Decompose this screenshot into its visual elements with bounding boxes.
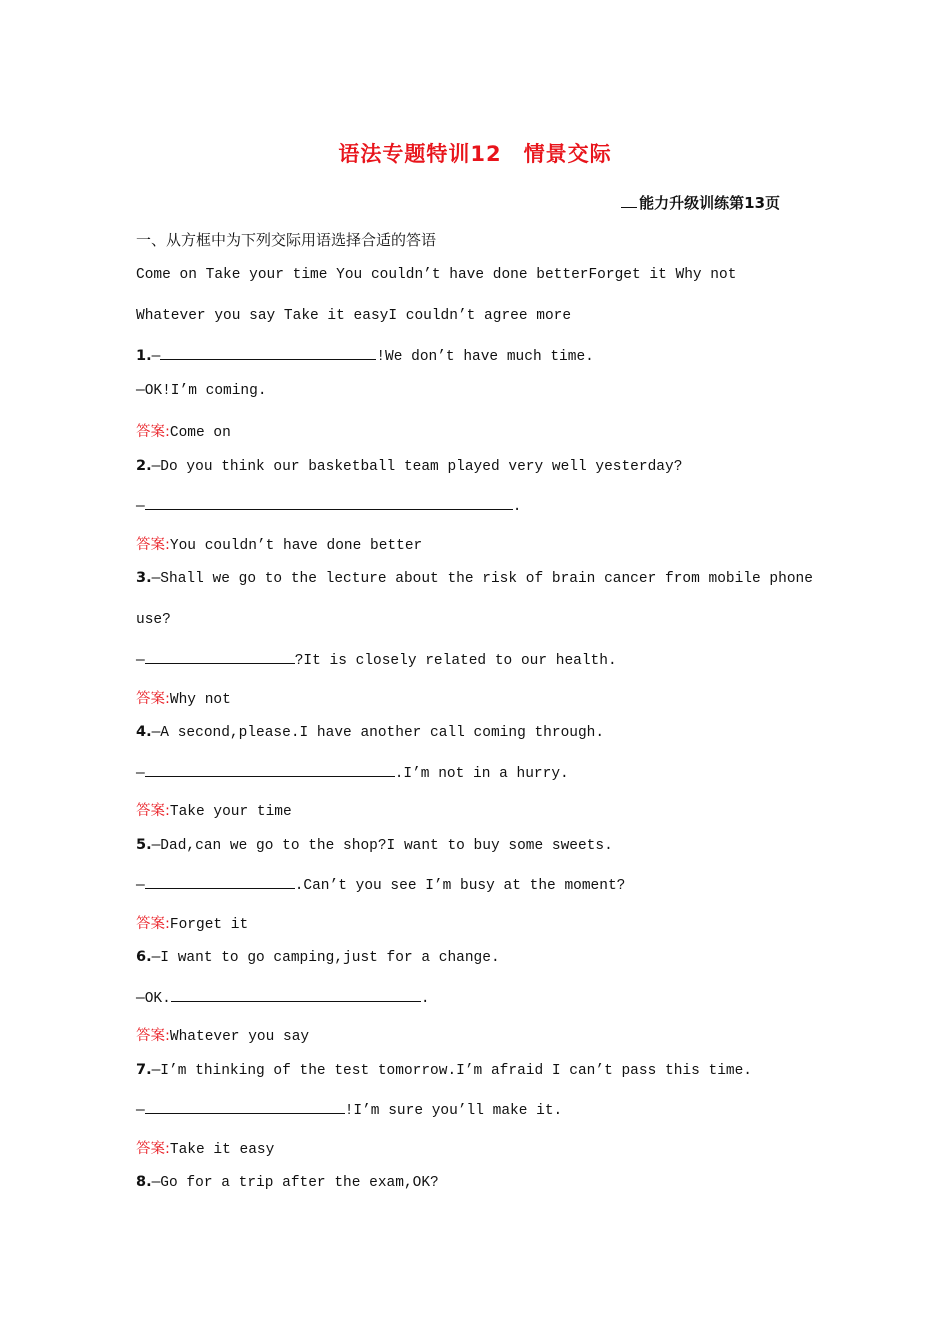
question-number: 1. — [136, 348, 152, 364]
reply-text: — — [136, 766, 145, 782]
question-text: —Go for a trip after the exam,OK? — [151, 1175, 439, 1191]
question-7 — [136, 1062, 752, 1079]
question-text: !We don’t have much time. — [376, 349, 594, 365]
answer-blank[interactable] — [171, 987, 421, 1002]
answer-6 — [136, 1024, 309, 1045]
reply-text: —OK. — [136, 991, 171, 1007]
answer-blank[interactable] — [145, 649, 295, 664]
answer-1 — [136, 420, 231, 441]
reference-note — [621, 192, 780, 213]
reply-text: — — [136, 653, 145, 669]
reply-7 — [136, 1099, 562, 1119]
reply-3 — [136, 649, 617, 669]
question-number: 2. — [136, 458, 152, 474]
answer-blank[interactable] — [160, 345, 376, 360]
answer-label: 答案: — [136, 537, 170, 553]
question-8 — [136, 1174, 439, 1191]
reply-4 — [136, 762, 569, 782]
options-line-1: Come on Take your time You couldn’t have done betterForget it Why not — [136, 267, 737, 283]
reference-blank — [621, 193, 637, 208]
question-number: 8. — [136, 1174, 152, 1190]
question-1 — [136, 345, 594, 365]
question-text: — — [151, 349, 161, 365]
reply-text: . — [420, 991, 430, 1007]
question-number: 4. — [136, 724, 152, 740]
question-3 — [136, 570, 813, 587]
answer-text: Forget it — [169, 917, 249, 933]
reply-text: — — [136, 878, 145, 894]
reply-text: !I’m sure you’ll make it. — [344, 1103, 563, 1119]
question-number: 3. — [136, 570, 152, 586]
reply-6 — [136, 987, 430, 1007]
reply-2 — [136, 495, 521, 515]
reply-text: — — [136, 1103, 145, 1119]
answer-text: Come on — [169, 425, 231, 441]
answer-3 — [136, 687, 231, 708]
question-6 — [136, 949, 500, 966]
answer-7 — [136, 1137, 274, 1158]
reply-5 — [136, 874, 625, 894]
reference-text: 能力升级训练第13页 — [639, 194, 780, 212]
answer-2 — [136, 533, 422, 554]
answer-label: 答案: — [136, 916, 170, 932]
answer-5 — [136, 912, 248, 933]
question-number: 5. — [136, 837, 152, 853]
reply-text: . — [512, 499, 522, 515]
question-5 — [136, 837, 613, 854]
options-line-2: Whatever you say Take it easyI couldn’t agree more — [136, 308, 572, 324]
question-text: —A second,please.I have another call coming through. — [151, 725, 605, 741]
answer-blank[interactable] — [145, 1099, 345, 1114]
question-text: —Dad,can we go to the shop?I want to buy some sweets. — [151, 838, 613, 854]
question-4 — [136, 724, 604, 741]
answer-text: Take your time — [169, 804, 292, 820]
answer-4 — [136, 799, 292, 820]
question-text: —Do you think our basketball team played very well yesterday? — [151, 459, 683, 475]
answer-label: 答案: — [136, 424, 170, 440]
answer-text: Why not — [169, 692, 231, 708]
reply-text: .I’m not in a hurry. — [394, 766, 569, 782]
reply-text: — — [136, 499, 145, 515]
answer-label: 答案: — [136, 691, 170, 707]
question-number: 6. — [136, 949, 152, 965]
answer-text: Whatever you say — [169, 1029, 310, 1045]
answer-text: Take it easy — [169, 1142, 275, 1158]
question-text: —Shall we go to the lecture about the risk of brain cancer from mobile phone — [151, 571, 813, 587]
answer-blank[interactable] — [145, 495, 513, 510]
question-number: 7. — [136, 1062, 152, 1078]
answer-label: 答案: — [136, 803, 170, 819]
answer-text: You couldn’t have done better — [169, 538, 423, 554]
answer-blank[interactable] — [145, 874, 295, 889]
section-heading: 一、从方框中为下列交际用语选择合适的答语 — [136, 231, 437, 249]
answer-label: 答案: — [136, 1141, 170, 1157]
question-3-continued: use? — [136, 612, 171, 628]
question-2 — [136, 458, 682, 475]
reply-1: —OK!I’m coming. — [136, 383, 267, 399]
answer-blank[interactable] — [145, 762, 395, 777]
answer-label: 答案: — [136, 1028, 170, 1044]
reply-text: ?It is closely related to our health. — [294, 653, 617, 669]
question-text: —I want to go camping,just for a change. — [151, 950, 500, 966]
reply-text: .Can’t you see I’m busy at the moment? — [294, 878, 626, 894]
question-text: —I’m thinking of the test tomorrow.I’m afraid I can’t pass this time. — [151, 1063, 753, 1079]
page-title: 语法专题特训12 情景交际 — [338, 142, 612, 166]
